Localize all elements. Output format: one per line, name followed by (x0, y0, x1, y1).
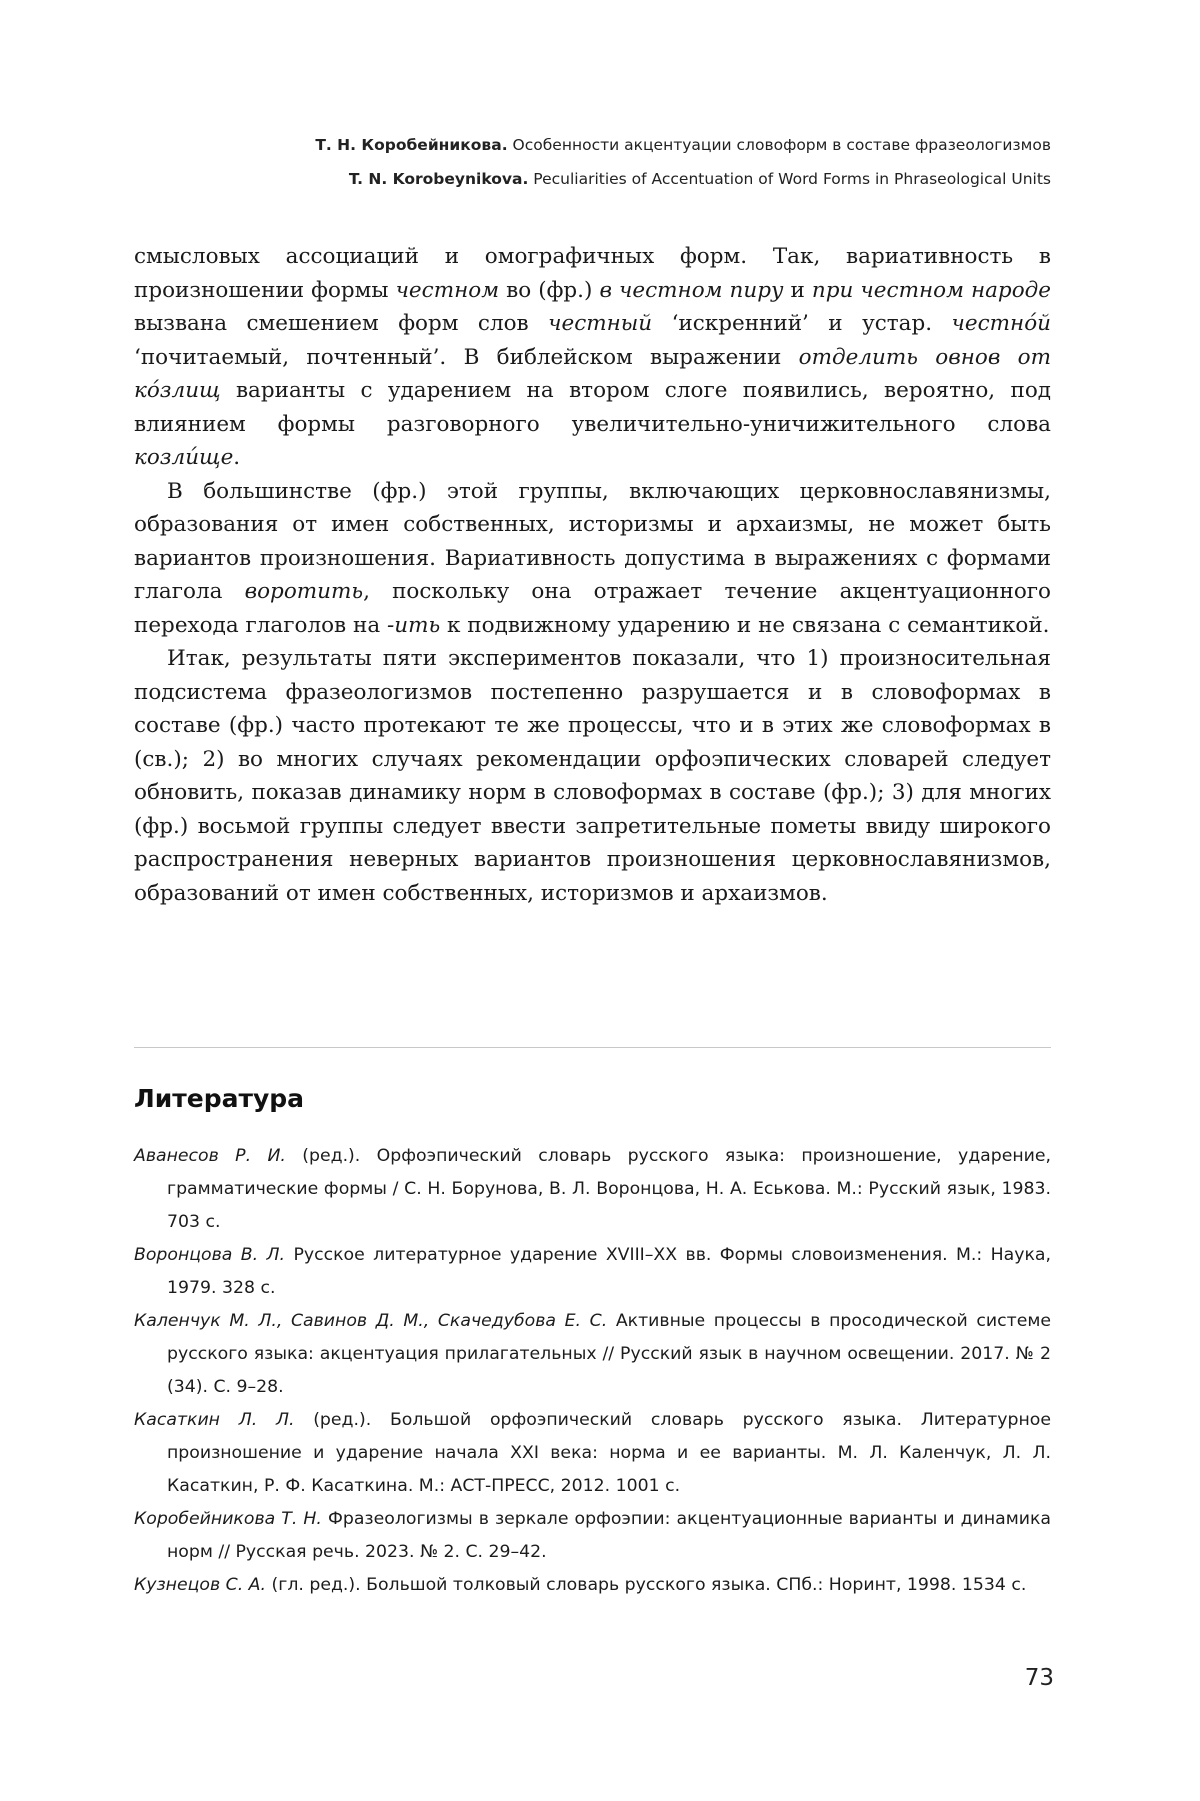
reference-text: Активные процессы в просодической системе русского языка: акцентуация прилагательных // Русский язык в научном освещении. 2017. № 2 (34). С. 9–28. (167, 1311, 1051, 1397)
italic-term: отделить овнов от ко́злищ (134, 344, 1051, 403)
text-run: Итак, результаты пяти экспериментов показали, что 1) произносительная подсистема фразеологизмов постепенно разрушается и в словоформах в составе (фр.) часто протекают те же процессы, что и в этих же словоформах в (св.); 2) во многих случаях рекомендации орфоэпических словарей следует обновить, показав динамику норм в словоформах в составе (фр.); 3) для многих (фр.) восьмой группы следует ввести запретительные пометы ввиду широкого распространения неверных вариантов произношения церковнославянизмов, образований от имен собственных, историзмов и архаизмов. (134, 646, 1051, 906)
reference-author: Коробейникова Т. Н. (134, 1509, 322, 1529)
reference-author: Каленчук М. Л., Савинов Д. М., Скачедубова Е. С. (134, 1311, 608, 1331)
page-number: 73 (1024, 1665, 1054, 1691)
reference-item (134, 1503, 1051, 1569)
text-run: ‘искренний’ и устар. (652, 311, 952, 336)
text-run: и (783, 277, 812, 303)
text-run: . (233, 445, 241, 470)
reference-item (134, 1239, 1051, 1305)
text-run: вызвана смешением форм слов (134, 311, 549, 336)
reference-text: Русское литературное ударение XVIII–XX вв. Формы словоизменения. М.: Наука, 1979. 328 с. (167, 1245, 1051, 1298)
reference-author: Касаткин Л. Л. (134, 1410, 295, 1430)
reference-item (134, 1305, 1051, 1404)
reference-author: Воронцова В. Л. (134, 1245, 286, 1265)
reference-text: Фразеологизмы в зеркале орфоэпии: акцентуационные варианты и динамика норм // Русская речь. 2023. № 2. С. 29–42. (167, 1509, 1052, 1562)
reference-list (134, 1140, 1051, 1602)
header-title-ru: Особенности акцентуации словоформ в составе фразеологизмов (512, 136, 1051, 154)
text-run: во (фр.) (499, 277, 600, 303)
text-run: варианты с ударением на втором слоге появились, вероятно, под влиянием формы разговорного увеличительно-уничижительного слова (134, 378, 1051, 437)
header-author-ru: Т. Н. Коробейникова. (315, 136, 508, 154)
header-author-en: T. N. Korobeynikova. (348, 170, 529, 188)
reference-item (134, 1404, 1051, 1503)
paragraph (134, 475, 1051, 643)
italic-term: честный (548, 311, 653, 336)
paragraph (134, 642, 1051, 910)
reference-item (134, 1569, 1051, 1602)
header-line-en (315, 162, 1051, 196)
reference-item (134, 1140, 1051, 1239)
reference-author: Аванесов Р. И. (134, 1146, 286, 1166)
header-title-en: Peculiarities of Accentuation of Word Forms in Phraseological Units (533, 170, 1051, 188)
italic-term: козли́ще (134, 445, 234, 470)
section-divider (134, 1047, 1051, 1048)
italic-term: -ить (386, 612, 441, 638)
italic-term: воротить (244, 579, 364, 604)
reference-text: (ред.). Орфоэпический словарь русского языка: произношение, ударение, грамматические формы / С. Н. Борунова, В. Л. Воронцова, Н. А. Еськова. М.: Русский язык, 1983. 703 с. (167, 1146, 1051, 1232)
paragraph (134, 240, 1051, 475)
running-header (315, 128, 1051, 196)
main-text (134, 240, 1051, 910)
header-line-ru (315, 128, 1051, 162)
italic-term: при честном народе (811, 277, 1051, 303)
text-run: смысловых ассоциаций и омографичных форм. Так, вариативность в произношении формы (134, 244, 1051, 303)
text-run: ‘почитаемый, почтенный’. В библейском выражении (134, 344, 799, 370)
text-run: , поскольку она отражает течение акцентуационного перехода глаголов на (134, 579, 1051, 638)
text-run: к подвижному ударению и не связана с семантикой. (440, 612, 1050, 638)
reference-text: (гл. ред.). Большой толковый словарь русского языка. СПб.: Норинт, 1998. 1534 с. (266, 1575, 1027, 1595)
italic-term: в честном пиру (599, 277, 784, 303)
reference-text: (ред.). Большой орфоэпический словарь русского языка. Литературное произношение и ударение начала XXI века: норма и ее варианты. М. Л. Каленчук, Л. Л. Касаткин, Р. Ф. Касаткина. М.: АСТ-ПРЕСС, 2012. 1001 с. (167, 1410, 1052, 1496)
literature-heading: Литература (134, 1084, 305, 1113)
italic-term: честном (395, 277, 500, 303)
italic-term: честно́й (951, 311, 1051, 336)
text-run: В большинстве (фр.) этой группы, включающих церковнославянизмы, образования от имен собственных, историзмы и архаизмы, не может быть вариантов произношения. Вариативность допустима в выражениях с формами глагола (134, 478, 1051, 604)
reference-author: Кузнецов С. А. (134, 1575, 266, 1595)
